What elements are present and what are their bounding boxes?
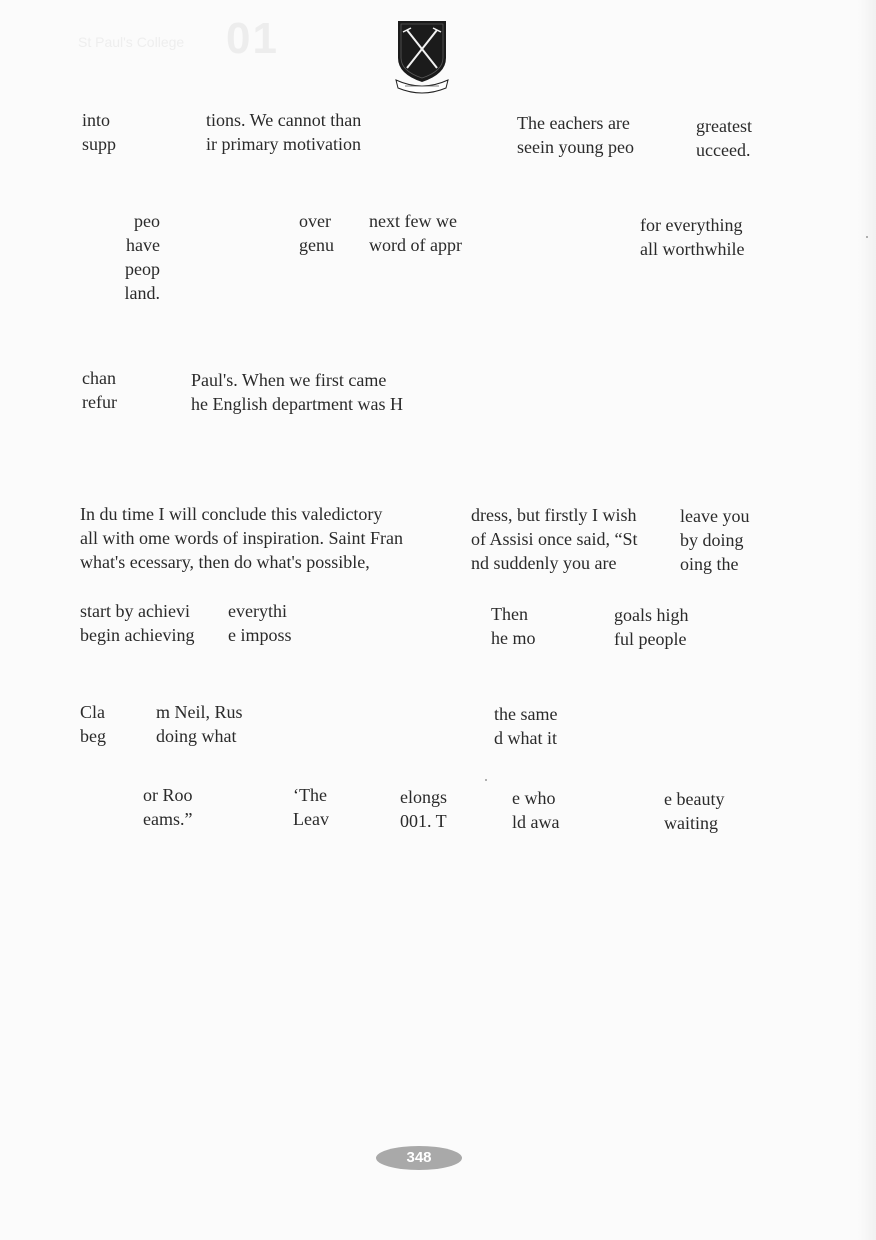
text-fragment: for everything all worthwhile (640, 215, 745, 259)
text-fragment: the same d what it (494, 704, 558, 748)
text-fragment: start by achievi begin achieving (80, 601, 195, 645)
text-fragment: In du time I will conclude this valedictory all with ome words of inspiration. Saint Fran what's ecessary, then do what's possible, (80, 504, 403, 572)
text-fragment: Paul's. When we first came he English department was H (191, 370, 403, 414)
text-fragment: The eachers are seein young peo (517, 113, 634, 157)
text-fragment: ‘The Leav (293, 785, 329, 829)
text-fragment: everythi e imposs (228, 601, 292, 645)
text-fragment: elongs 001. T (400, 787, 447, 831)
text-fragment: leave you by doing oing the (680, 506, 750, 574)
text-fragment: m Neil, Rus doing what (156, 702, 243, 746)
scan-speck (485, 779, 487, 781)
scan-speck (866, 236, 868, 238)
page-number-badge: 348 (376, 1146, 462, 1170)
text-fragment: over genu (299, 211, 334, 255)
text-fragment: greatest ucceed. (696, 116, 752, 160)
text-fragment: Then he mo (491, 604, 536, 648)
faint-year-mark: 01 (226, 14, 279, 63)
text-fragment: chan refur (82, 368, 117, 412)
text-fragment: into supp (82, 110, 117, 154)
text-fragment: peo have peop land. (124, 211, 160, 303)
text-fragment: goals high ful people (614, 605, 689, 649)
text-fragment: e beauty waiting (664, 789, 725, 833)
faint-running-head: St Paul's College (78, 34, 185, 50)
text-fragment: tions. We cannot than ir primary motivation (206, 110, 362, 154)
school-crest-icon (393, 18, 451, 96)
text-fragment: e who ld awa (512, 788, 560, 832)
text-fragment: dress, but firstly I wish of Assisi once said, “St nd suddenly you are (471, 505, 638, 573)
page-edge-shadow (858, 0, 876, 1240)
text-fragment: or Roo eams.” (143, 785, 193, 829)
text-fragment: next few we word of appr (369, 211, 462, 255)
text-fragment: Cla beg (80, 702, 106, 746)
